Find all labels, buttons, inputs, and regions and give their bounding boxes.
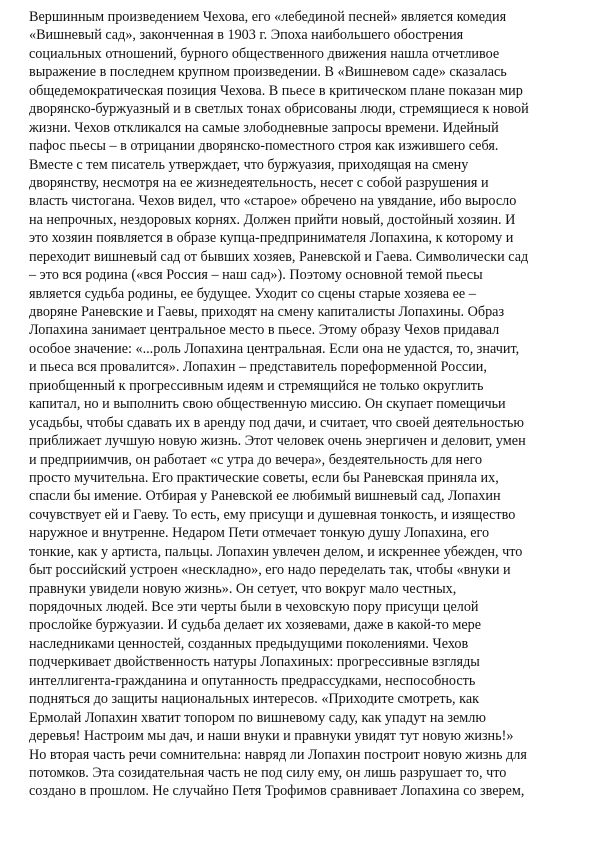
text-line: Но вторая часть речи сомнительна: навряд ли Лопахин построит новую жизнь для <box>29 746 527 763</box>
text-line: капитал, но и выполнить свою общественную миссию. Он скупает помещичьи <box>29 396 506 413</box>
text-line: деревья! Настроим мы дач, и наши внуки и правнуки увидят тут новую жизнь!» <box>29 728 514 745</box>
text-line: – это вся родина («вся Россия – наш сад»). Поэтому основной темой пьесы <box>29 267 483 284</box>
text-line: является судьба родины, ее будущее. Уходит со сцены старые хозяева ее – <box>29 285 476 302</box>
text-line: прослойке буржуазии. И судьба делает их хозяевами, даже в какой-то мере <box>29 617 482 634</box>
text-line: дворяне Раневские и Гаевы, приходят на смену капиталисты Лопахины. Образ <box>29 304 505 320</box>
text-line: приобщенный к прогрессивным идеям и стремящийся не только округлить <box>29 377 484 394</box>
text-line: интеллигента-гражданина и опутанность предрассудками, неспособность <box>29 672 476 689</box>
text-line: Вершинным произведением Чехова, его «лебединой песней» является комедия <box>29 9 507 25</box>
text-line: спасли бы имение. Отбирая у Раневской ее любимый вишневый сад, Лопахин <box>29 488 501 505</box>
text-line: власть чистогана. Чехов видел, что «старое» обречено на увядание, ибо выросло <box>29 193 517 210</box>
text-line: правнуки увидели новую жизнь». Он сетует, что вокруг мало честных, <box>29 580 457 597</box>
text-line: создано в прошлом. Не случайно Петя Трофимов сравнивает Лопахина со зверем, <box>29 783 525 800</box>
text-line: и пьеса вся провалится». Лопахин – представитель пореформенной России, <box>29 359 487 376</box>
text-line: «Вишневый сад», законченная в 1903 г. Эпоха наибольшего обострения <box>29 27 464 44</box>
text-line: усадьбы, чтобы сдавать их в аренду под дачи, и считает, что своей деятельностью <box>29 414 524 431</box>
text-line: переходит вишневый сад от бывших хозяев, Раневской и Гаева. Символически сад <box>29 248 529 265</box>
text-line: подчеркивает двойственность натуры Лопахиных: прогрессивные взгляды <box>29 654 480 671</box>
text-line: порядочных людей. Все эти черты были в чеховскую пору присущи целой <box>29 599 479 615</box>
text-line: потомков. Эта созидательная часть не под силу ему, он лишь разрушает то, что <box>29 764 507 781</box>
text-line: наружное и внутренне. Недаром Пети отмечает тонкую душу Лопахина, его <box>29 525 490 542</box>
text-line: Лопахина занимает центральное место в пьесе. Этому образу Чехов придавал <box>29 322 500 339</box>
text-line: особое значение: «...роль Лопахина центральная. Если она не удастся, то, значит, <box>29 340 520 357</box>
text-line: тонкие, как у артиста, пальцы. Лопахин увлечен делом, и искреннее убежден, что <box>29 543 523 560</box>
text-line: наследниками ценностей, созданных предыдущими поколениями. Чехов <box>29 635 469 652</box>
text-line: приближает лучшую новую жизнь. Этот человек очень энергичен и деловит, умен <box>29 433 526 450</box>
text-line: социальных отношений, бурного общественного движения нашла отчетливое <box>29 45 500 62</box>
text-line: и предприимчив, он работает «с утра до вечера», бездеятельность для него <box>29 451 483 468</box>
text-line: просто мучительна. Его практические советы, если бы Раневская приняла их, <box>29 469 499 486</box>
text-line: дворянско-буржуазный и в светлых тонах обрисованы люди, стремящиеся к новой <box>29 101 529 118</box>
text-line: на непрочных, нездоровых корнях. Должен прийти новый, достойный хозяин. И <box>29 211 516 228</box>
text-line: выражение в последнем крупном произведении. В «Вишневом саде» сказалась <box>29 64 507 81</box>
text-line: жизни. Чехов откликался на самые злободневные запросы времени. Идейный <box>29 119 499 136</box>
text-line: общедемократическая позиция Чехова. В пьесе в критическом плане показан мир <box>29 82 523 99</box>
text-line: дворянству, несмотря на ее жизнедеятельность, несет с собой разрушения и <box>29 174 489 191</box>
text-line: Вместе с тем писатель утверждает, что буржуазия, приходящая на смену <box>29 156 469 173</box>
essay-text-body <box>29 8 569 801</box>
text-line: подняться до защиты национальных интересов. «Приходите смотреть, как <box>29 691 480 708</box>
text-line: это хозяин появляется в образе купца-предпринимателя Лопахина, к которому и <box>29 230 514 247</box>
text-line: быт российский устроен «нескладно», его надо переделать так, чтобы «внуки и <box>29 562 511 579</box>
text-line: Ермолай Лопахин хватит топором по вишневому саду, как упадут на землю <box>29 709 486 726</box>
text-line: сочувствует ей и Гаеву. То есть, ему присущи и душевная тонкость, и изящество <box>29 506 516 523</box>
text-line: пафос пьесы – в отрицании дворянско-поместного строя как изжившего себя. <box>29 138 499 155</box>
